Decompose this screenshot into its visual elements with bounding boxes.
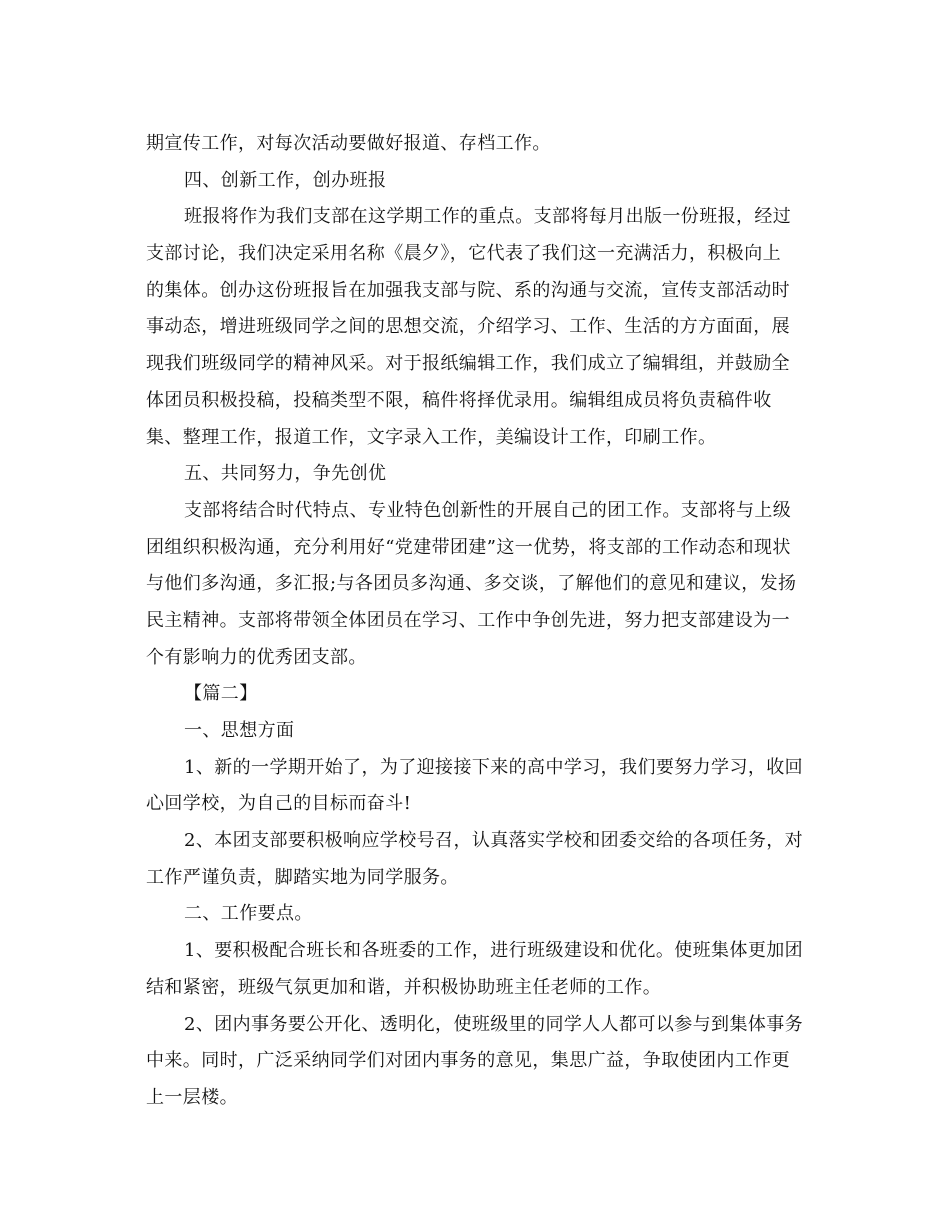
part-heading-2: 【篇二】 — [184, 683, 258, 705]
text-line-3: 班报将作为我们支部在这学期工作的重点。支部将每月出版一份班报，经过 — [184, 206, 792, 228]
text-line-18: 1、新的一学期开始了，为了迎接接下来的高中学习，我们要努力学习，收回 — [184, 756, 804, 778]
text-line-20: 2、本团支部要积极响应学校号召，认真落实学校和团委交给的各项任务，对 — [184, 830, 804, 852]
text-line-19: 心回学校，为自己的目标而奋斗! — [146, 793, 412, 815]
section-heading-4: 四、创新工作，创办班报 — [184, 169, 387, 191]
text-line-4: 支部讨论，我们决定采用名称《晨夕》，它代表了我们这一充满活力，积极向上 — [146, 243, 781, 265]
text-line-7: 现我们班级同学的精神风采。对于报纸编辑工作，我们成立了编辑组，并鼓励全 — [146, 353, 790, 375]
text-line-26: 中来。同时，广泛采纳同学们对团内事务的意见，集思广益，争取使团内工作更 — [146, 1050, 790, 1072]
text-line-13: 与他们多沟通，多汇报;与各团员多沟通、多交谈，了解他们的意见和建议，发扬 — [146, 573, 797, 595]
text-line-21: 工作严谨负责，脚踏实地为同学服务。 — [146, 866, 459, 888]
text-line-5: 的集体。创办这份班报旨在加强我支部与院、系的沟通与交流，宣传支部活动时 — [146, 279, 790, 301]
text-line-24: 结和紧密，班级气氛更加和谐，并积极协助班主任老师的工作。 — [146, 976, 662, 998]
text-line-25: 2、团内事务要公开化、透明化，使班级里的同学人人都可以参与到集体事务 — [184, 1013, 804, 1035]
section-heading-work-points: 二、工作要点。 — [184, 903, 313, 925]
text-line-15: 个有影响力的优秀团支部。 — [146, 646, 367, 668]
text-line-9: 集、整理工作，报道工作，文字录入工作，美编设计工作，印刷工作。 — [146, 426, 717, 448]
text-line-8: 体团员积极投稿，投稿类型不限，稿件将择优录用。编辑组成员将负责稿件收 — [146, 389, 772, 411]
text-line-6: 事动态，增进班级同学之间的思想交流，介绍学习、工作、生活的方方面面，展 — [146, 316, 790, 338]
text-line-27: 上一层楼。 — [146, 1086, 238, 1108]
document-body — [146, 126, 806, 1117]
text-line-12: 团组织积极沟通，充分利用好“党建带团建”这一优势，将支部的工作动态和现状 — [146, 536, 791, 558]
text-line-14: 民主精神。支部将带领全体团员在学习、工作中争创先进，努力把支部建设为一 — [146, 609, 790, 631]
text-line-1: 期宣传工作，对每次活动要做好报道、存档工作。 — [146, 133, 551, 154]
text-line-23: 1、要积极配合班长和各班委的工作，进行班级建设和优化。使班集体更加团 — [184, 940, 804, 962]
section-heading-thought: 一、思想方面 — [184, 720, 295, 741]
text-line-11: 支部将结合时代特点、专业特色创新性的开展自己的团工作。支部将与上级 — [184, 499, 792, 521]
section-heading-5: 五、共同努力，争先创优 — [184, 463, 387, 485]
